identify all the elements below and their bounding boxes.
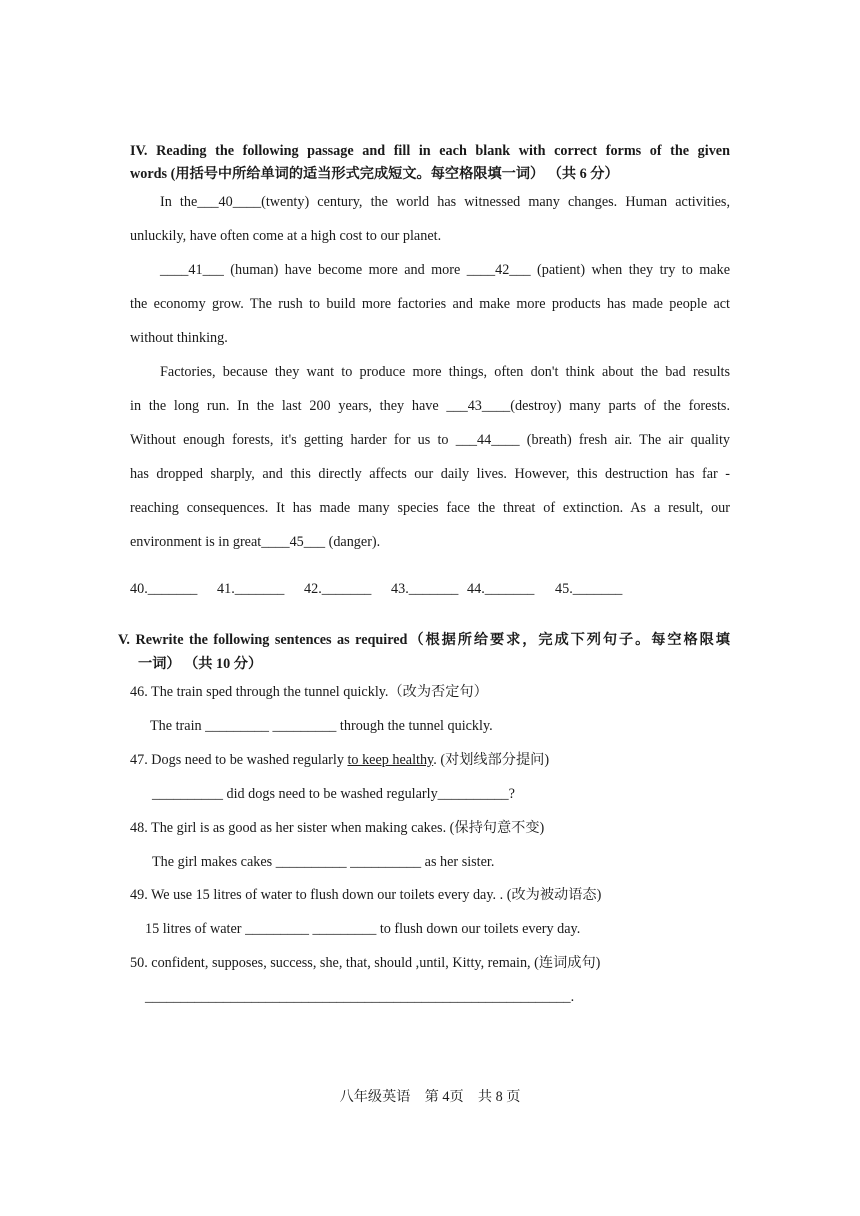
q50-prompt: 50. confident, supposes, success, she, that, should ,until, Kitty, remain, (连词成句) [130, 955, 601, 971]
answer-blank-43[interactable]: 43._______ [391, 581, 459, 597]
passage-line-10: reaching consequences. It has made many species face the threat of extinction. As a result, our [130, 500, 730, 516]
answer-blank-45[interactable]: 45._______ [555, 581, 623, 597]
q48-prompt: 48. The girl is as good as her sister when making cakes. (保持句意不变) [130, 820, 545, 836]
q47-prompt-before: 47. Dogs need to be washed regularly [130, 752, 348, 768]
passage-line-3: ____41___ (human) have become more and more ____42___ (patient) when they try to make [160, 262, 730, 278]
passage-line-7: in the long run. In the last 200 years, they have ___43____(destroy) many parts of the forests. [130, 398, 730, 414]
section4-title-line1: IV. Reading the following passage and fill in each blank with correct forms of the given [130, 143, 730, 159]
answer-blank-41[interactable]: 41._______ [217, 581, 285, 597]
answer-blank-42[interactable]: 42._______ [304, 581, 372, 597]
passage-line-4: the economy grow. The rush to build more factories and make more products has made people act [130, 296, 730, 312]
section4-title-line2: words (用括号中所给单词的适当形式完成短文。每空格限填一词） （共 6 分） [130, 166, 619, 182]
passage-line-9: has dropped sharply, and this directly affects our daily lives. However, this destruction has far - [130, 466, 730, 482]
q47-underlined-part: to keep healthy [347, 752, 434, 768]
q46-answer[interactable]: The train _________ _________ through the tunnel quickly. [150, 718, 493, 734]
answer-blank-40[interactable]: 40._______ [130, 581, 198, 597]
passage-line-1: In the___40____(twenty) century, the world has witnessed many changes. Human activities, [160, 194, 730, 210]
section5-title-line1: V. Rewrite the following sentences as required（根据所给要求，完成下列句子。每空格限填 [118, 632, 730, 648]
q47-prompt-after: . (对划线部分提问) [433, 752, 550, 768]
section5-title-line2: 一词） （共 10 分） [138, 656, 263, 672]
q46-prompt: 46. The train sped through the tunnel quickly.（改为否定句） [130, 684, 488, 700]
passage-line-6: Factories, because they want to produce more things, often don't think about the bad results [160, 364, 730, 380]
q49-prompt: 49. We use 15 litres of water to flush down our toilets every day. . (改为被动语态) [130, 887, 602, 903]
q50-answer[interactable]: ____________________________________________________________. [145, 989, 575, 1005]
q47-answer[interactable]: __________ did dogs need to be washed regularly__________? [152, 786, 515, 802]
q47-prompt [130, 751, 549, 769]
page-footer: 八年级英语 第 4页 共 8 页 [339, 1089, 521, 1105]
passage-line-8: Without enough forests, it's getting harder for us to ___44____ (breath) fresh air. The air quality [130, 432, 730, 448]
passage-line-5: without thinking. [130, 330, 228, 346]
passage-line-11: environment is in great____45___ (danger). [130, 534, 381, 550]
q49-answer[interactable]: 15 litres of water _________ _________ to flush down our toilets every day. [145, 921, 581, 937]
q48-answer[interactable]: The girl makes cakes __________ __________ as her sister. [152, 854, 495, 870]
answer-blank-44[interactable]: 44._______ [467, 581, 535, 597]
passage-line-2: unluckily, have often come at a high cost to our planet. [130, 228, 442, 244]
